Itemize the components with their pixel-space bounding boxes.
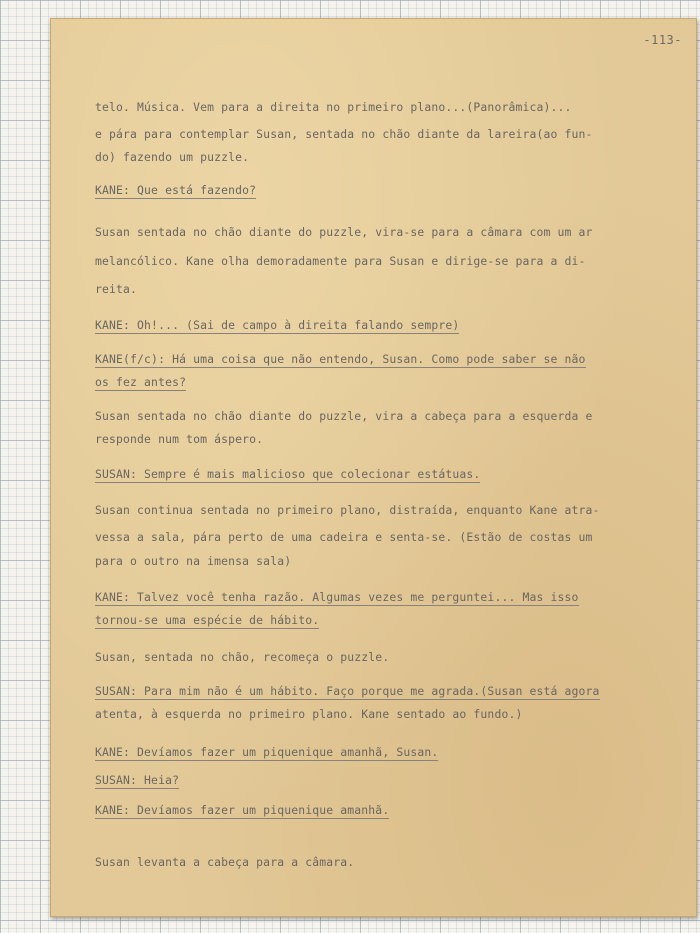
page-number: -113- bbox=[643, 33, 682, 47]
text-line: vessa a sala, pára perto de uma cadeira e senta-se. (Estão de costas um bbox=[95, 530, 593, 544]
text-line: do) fazendo um puzzle. bbox=[95, 150, 250, 164]
text-line: atenta, à esquerda no primeiro plano. Kane sentado ao fundo.) bbox=[95, 707, 523, 721]
text-line: reita. bbox=[95, 282, 138, 296]
dialogue-line: KANE: Que está fazendo? bbox=[95, 183, 257, 197]
dialogue-line: KANE: Devíamos fazer um piquenique amanhã, Susan. bbox=[95, 745, 439, 759]
dialogue-line: KANE: Oh!... (Sai de campo à direita falando sempre) bbox=[95, 318, 460, 332]
text-line: Susan sentada no chão diante do puzzle, vira a cabeça para a esquerda e bbox=[95, 409, 593, 423]
dialogue-line: tornou-se uma espécie de hábito. bbox=[95, 613, 320, 627]
dialogue-line: KANE(f/c): Há uma coisa que não entendo, Susan. Como pode saber se não bbox=[95, 352, 586, 366]
text-line: Susan, sentada no chão, recomeça o puzzle. bbox=[95, 650, 390, 664]
text-line: telo. Música. Vem para a direita no primeiro plano...(Panorâmica)... bbox=[95, 100, 572, 114]
text-line: para o outro na imensa sala) bbox=[95, 554, 292, 568]
text-line: Susan levanta a cabeça para a câmara. bbox=[95, 855, 355, 869]
dialogue-line: KANE: Talvez você tenha razão. Algumas vezes me perguntei... Mas isso bbox=[95, 590, 579, 604]
dialogue-line: KANE: Devíamos fazer um piquenique amanhã. bbox=[95, 803, 390, 817]
text-line: responde num tom áspero. bbox=[95, 432, 264, 446]
dialogue-line: SUSAN: Heia? bbox=[95, 773, 180, 787]
dialogue-line: SUSAN: Sempre é mais malicioso que colecionar estátuas. bbox=[95, 467, 481, 481]
text-line: melancólico. Kane olha demoradamente para Susan e dirige-se para a di- bbox=[95, 254, 586, 268]
dialogue-line: SUSAN: Para mim não é um hábito. Faço porque me agrada.(Susan está agora bbox=[95, 684, 600, 698]
text-line: Susan continua sentada no primeiro plano, distraída, enquanto Kane atra- bbox=[95, 503, 600, 517]
dialogue-line: os fez antes? bbox=[95, 375, 187, 389]
text-line: Susan sentada no chão diante do puzzle, vira-se para a câmara com um ar bbox=[95, 225, 593, 239]
text-line: e pára para contemplar Susan, sentada no chão diante da lareira(ao fun- bbox=[95, 127, 593, 141]
